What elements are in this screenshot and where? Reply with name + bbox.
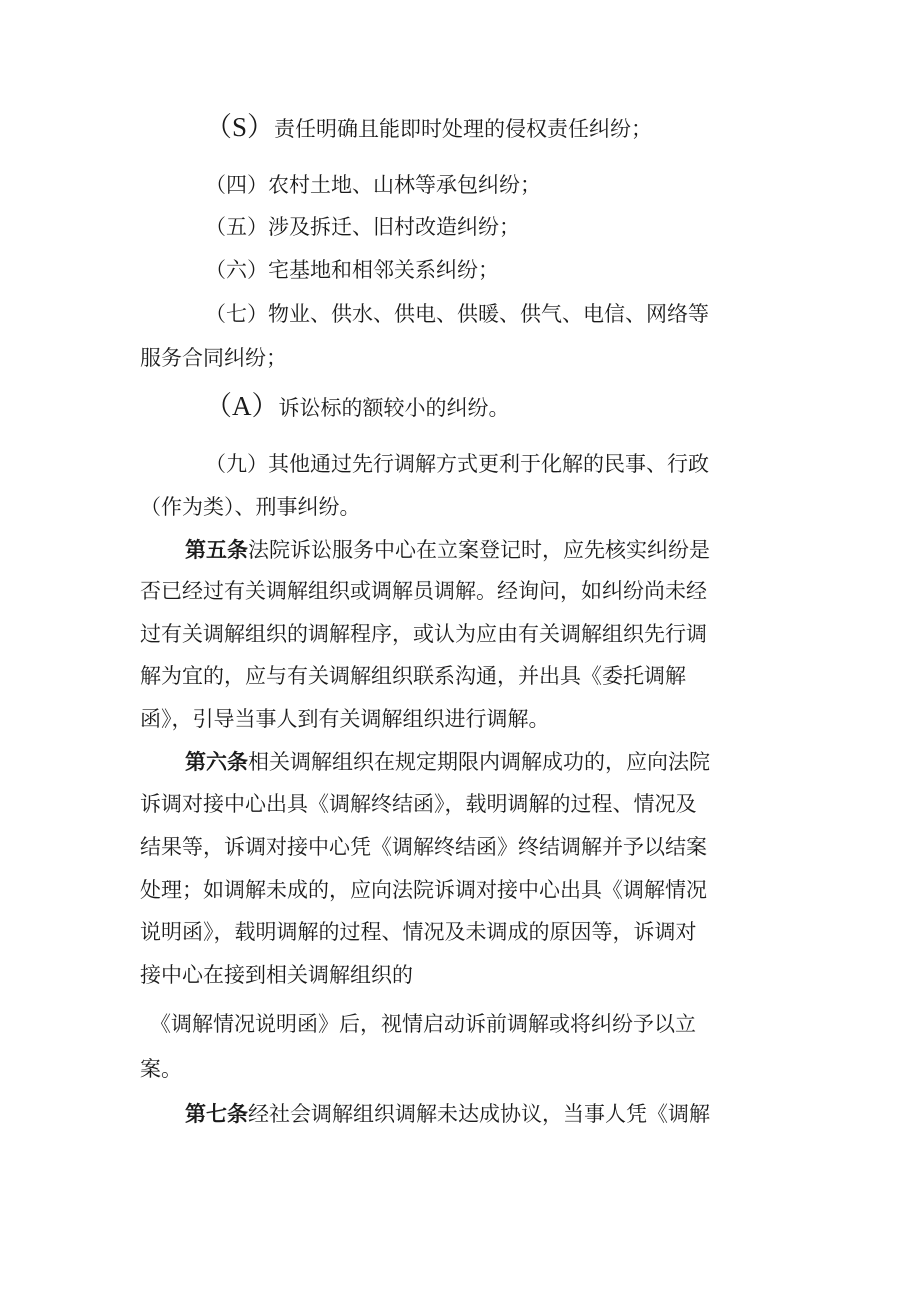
article-6-line-8: 案。 — [140, 1057, 182, 1081]
list-item-3 — [205, 113, 652, 143]
list-marker: （A） — [205, 391, 279, 421]
line-text: 诉讼标的额较小的纠纷。 — [278, 396, 510, 420]
list-item-9-cont: （作为类）、刑事纠纷。 — [140, 495, 361, 519]
article-6-line-3: 结果等，诉调对接中心凭《调解终结函》终结调解并予以结案 — [140, 835, 707, 859]
article-5-line-5: 函》，引导当事人到有关调解组织进行调解。 — [140, 707, 550, 731]
list-item-4: （四）农村土地、山林等承包纠纷； — [205, 173, 541, 197]
list-marker: （S） — [205, 112, 275, 142]
line-text: 法院诉讼服务中心在立案登记时，应先核实纠纷是 — [248, 538, 710, 562]
list-item-7: （七）物业、供水、供电、供暖、供气、电信、网络等 — [205, 302, 709, 326]
article-6-line-5: 说明函》，载明调解的过程、情况及未调成的原因等，诉调对 — [140, 920, 697, 944]
list-item-8 — [205, 392, 510, 422]
article-6-line-4: 处理；如调解未成的，应向法院诉调对接中心出具《调解情况 — [140, 878, 707, 902]
line-text: 责任明确且能即时处理的侵权责任纠纷； — [274, 117, 653, 141]
list-item-9: （九）其他通过先行调解方式更利于化解的民事、行政 — [205, 452, 709, 476]
article-heading: 第六条 — [185, 749, 248, 774]
article-6-line-1 — [185, 748, 710, 776]
article-5-line-3: 过有关调解组织的调解程序，或认为应由有关调解组织先行调 — [140, 622, 707, 646]
line-text: 经社会调解组织调解未达成协议，当事人凭《调解 — [248, 1102, 710, 1126]
list-item-5: （五）涉及拆迁、旧村改造纠纷； — [205, 215, 520, 239]
article-5-line-4: 解为宜的，应与有关调解组织联系沟通，并出具《委托调解 — [140, 664, 686, 688]
article-6-line-6: 接中心在接到相关调解组织的 — [140, 963, 413, 987]
list-item-6: （六）宅基地和相邻关系纠纷； — [205, 258, 499, 282]
article-6-line-7: 《调解情况说明函》后，视情启动诉前调解或将纠纷予以立 — [150, 1012, 696, 1036]
article-5-line-1 — [185, 536, 710, 564]
list-item-7-cont: 服务合同纠纷； — [140, 346, 287, 370]
article-heading: 第五条 — [185, 537, 248, 562]
article-5-line-2: 否已经过有关调解组织或调解员调解。经询问，如纠纷尚未经 — [140, 579, 707, 603]
article-7-line-1 — [185, 1100, 710, 1128]
line-text: 相关调解组织在规定期限内调解成功的，应向法院 — [248, 750, 710, 774]
article-heading: 第七条 — [185, 1101, 248, 1126]
article-6-line-2: 诉调对接中心出具《调解终结函》，载明调解的过程、情况及 — [140, 792, 697, 816]
